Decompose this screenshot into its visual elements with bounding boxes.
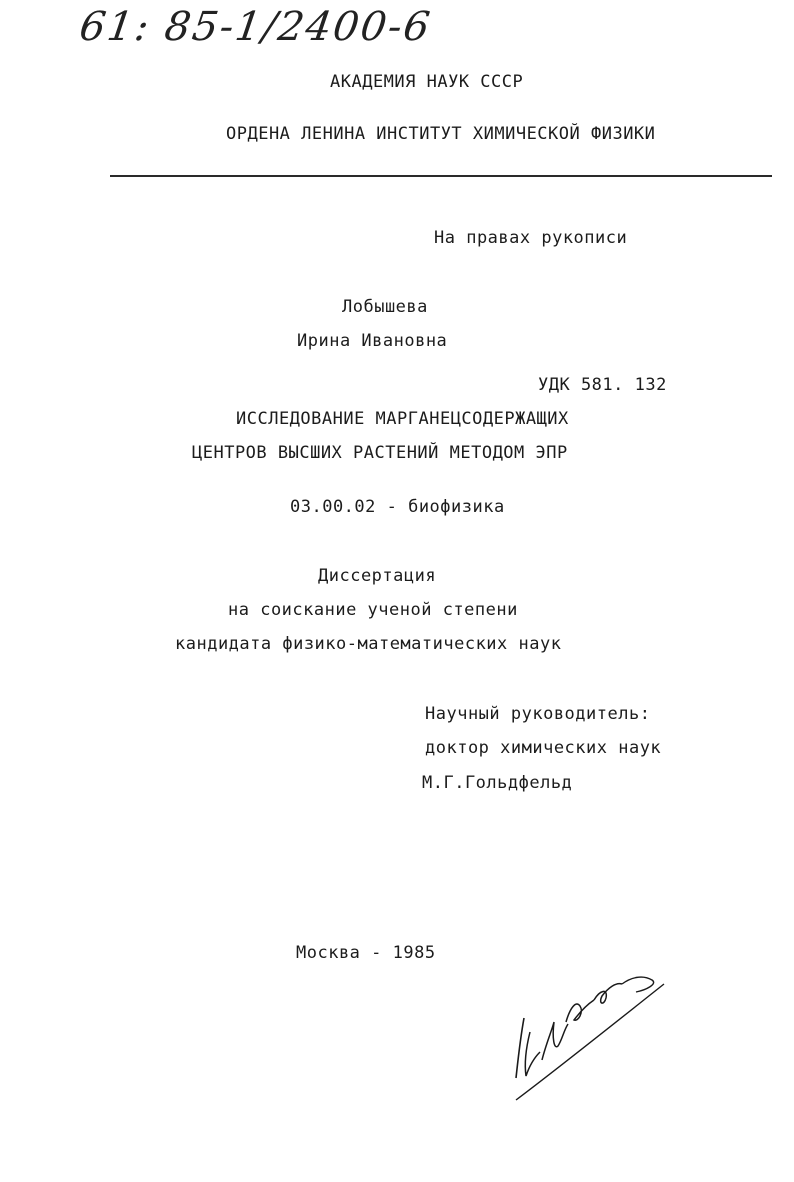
title-line-2: ЦЕНТРОВ ВЫСШИХ РАСТЕНИЙ МЕТОДОМ ЭПР (192, 443, 568, 463)
specialty-code: 03.00.02 - биофизика (290, 497, 505, 517)
manuscript-rights: На правах рукописи (434, 228, 628, 248)
title-line-1: ИССЛЕДОВАНИЕ МАРГАНЕЦСОДЕРЖАЩИХ (236, 409, 569, 429)
supervisor-degree: доктор химических наук (425, 738, 662, 758)
academy-name: АКАДЕМИЯ НАУК СССР (330, 72, 524, 92)
institute-name: ОРДЕНА ЛЕНИНА ИНСТИТУТ ХИМИЧЕСКОЙ ФИЗИКИ (226, 124, 656, 144)
city-year: Москва - 1985 (296, 943, 436, 963)
handwritten-signature (496, 960, 676, 1110)
degree-line-2: кандидата физико-математических наук (175, 634, 562, 654)
header-divider (110, 175, 772, 177)
document-type: Диссертация (318, 566, 437, 586)
supervisor-label: Научный руководитель: (425, 704, 651, 724)
udc-code: УДК 581. 132 (538, 375, 667, 395)
archive-number: 61: 85-1/2400-6 (76, 4, 435, 50)
degree-line-1: на соискание ученой степени (228, 600, 518, 620)
author-surname: Лобышева (342, 297, 428, 317)
supervisor-name: М.Г.Гольдфельд (422, 773, 573, 793)
author-given-names: Ирина Ивановна (297, 331, 448, 351)
